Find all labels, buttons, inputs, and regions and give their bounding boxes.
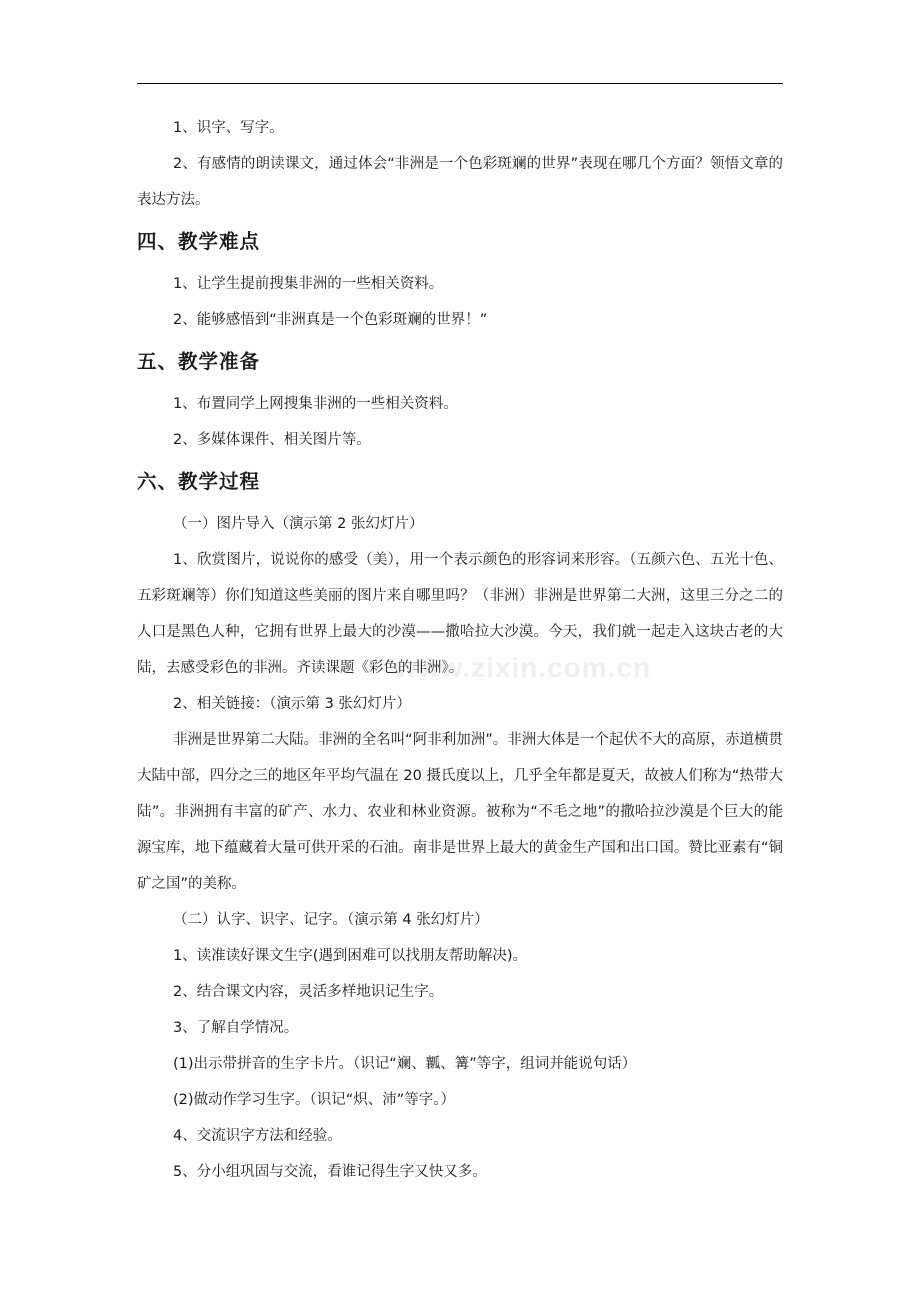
paragraph: 2、结合课文内容，灵活多样地识记生字。 [173, 984, 444, 1000]
paragraph: 2、有感情的朗读课文，通过体会“非洲是一个色彩斑斓的世界”表现在哪几个方面？领悟文章的表达方法。 [137, 156, 783, 208]
paragraph: 非洲是世界第二大陆。非洲的全名叫“阿非利加洲”。非洲大体是一个起伏不大的高原，赤道横贯大陆中部，四分之三的地区年平均气温在 20 摄氏度以上，几乎全年都是夏天，故被人们称为“热带大陆”。非洲拥有丰富的矿产、水力、农业和林业资源。被称为“不毛之地”的撒哈拉沙漠是个巨大的能源宝库，地下蕴藏着大量可供开采的石油。南非是世界上最大的黄金生产国和出口国。赞比亚素有“铜矿之国”的美称。 [137, 732, 783, 892]
section-heading: 四、教学难点 [137, 230, 261, 253]
watermark: www.zixin.com.cn [395, 652, 652, 683]
paragraph: 2、能够感悟到“非洲真是一个色彩斑斓的世界！” [173, 312, 488, 328]
paragraph: 1、欣赏图片，说说你的感受（美），用一个表示颜色的形容词来形容。（五颜六色、五光十色、五彩斑斓等）你们知道这些美丽的图片来自哪里吗？（非洲）非洲是世界第二大洲，这里三分之二的人口是黑色人种，它拥有世界上最大的沙漠——撒哈拉大沙漠。今天，我们就一起走入这块古老的大陆，去感受彩色的非洲。齐读课题《彩色的非洲》。 [137, 552, 783, 676]
paragraph: 4、交流识字方法和经验。 [173, 1128, 342, 1144]
section-heading: 五、教学准备 [137, 350, 261, 373]
paragraph: 1、读准读好课文生字(遇到困难可以找朋友帮助解决)。 [173, 948, 528, 964]
document-body [137, 110, 783, 1190]
paragraph: 1、让学生提前搜集非洲的一些相关资料。 [173, 276, 444, 292]
header-rule [137, 83, 783, 84]
paragraph: 1、布置同学上网搜集非洲的一些相关资料。 [173, 396, 458, 412]
section-heading: 六、教学过程 [137, 470, 261, 493]
paragraph: 2、相关链接：（演示第 3 张幻灯片） [173, 696, 411, 712]
paragraph: 3、了解自学情况。 [173, 1020, 299, 1036]
subsection-heading: （二）认字、识字、记字。（演示第 4 张幻灯片） [173, 912, 489, 928]
paragraph: (1)出示带拼音的生字卡片。（识记“斓、瓤、篝”等字，组词并能说句话） [173, 1056, 637, 1072]
subsection-heading: （一）图片导入（演示第 2 张幻灯片） [173, 516, 424, 532]
paragraph: 5、分小组巩固与交流，看谁记得生字又快又多。 [173, 1164, 487, 1180]
paragraph: 1、识字、写字。 [173, 120, 284, 136]
paragraph: 2、多媒体课件、相关图片等。 [173, 432, 371, 448]
paragraph: (2)做动作学习生字。（识记“炽、沛”等字。） [173, 1092, 456, 1108]
